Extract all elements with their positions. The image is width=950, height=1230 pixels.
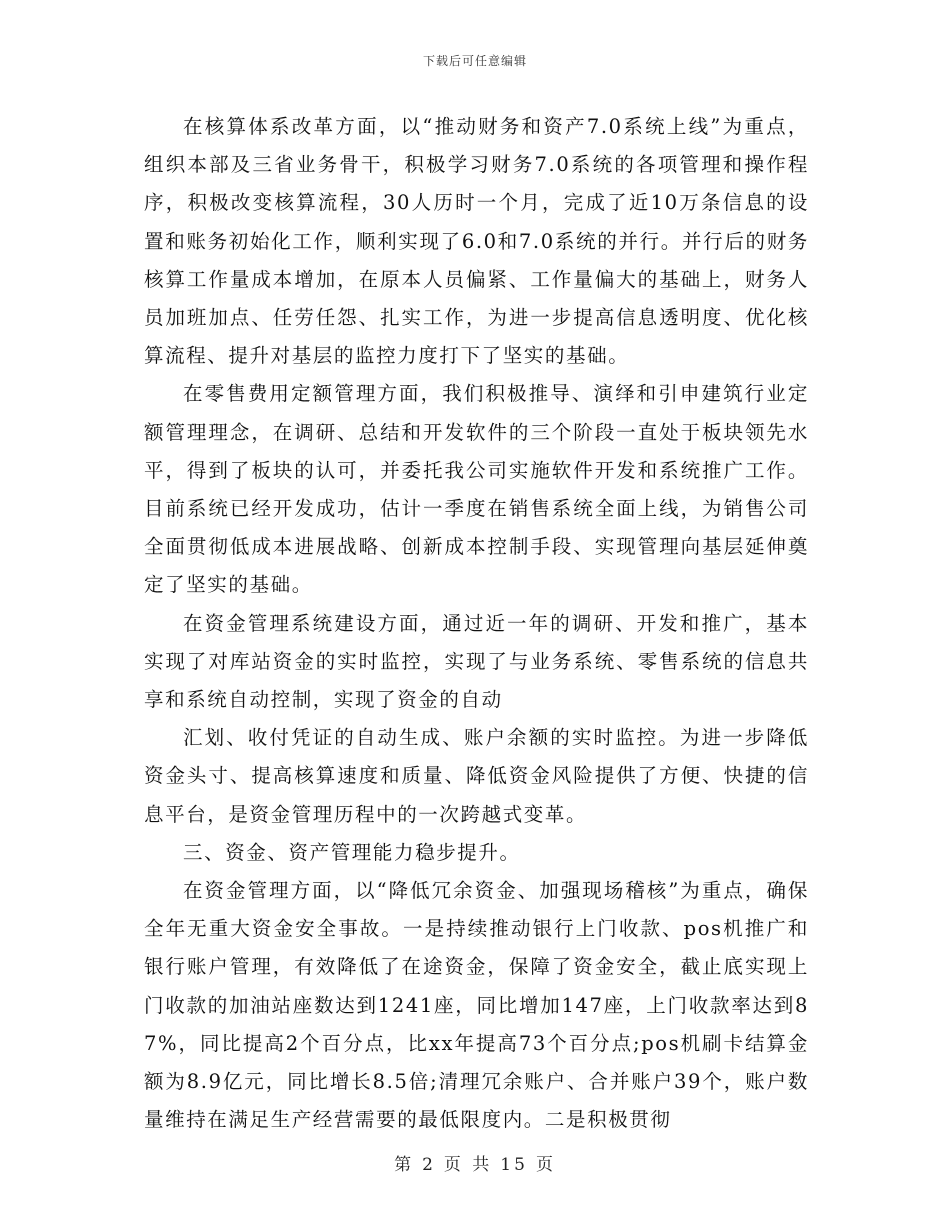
current-page-number: 2 (422, 1155, 436, 1175)
paragraph-retail-cost-quota: 在零售费用定额管理方面，我们积极推导、演绎和引申建筑行业定额管理理念，在调研、总结和开发软件的三个阶段一直处于板块领先水平，得到了板块的认可，并委托我公司实施软件开发和系统推广工作。目前系统已经开发成功，估计一季度在销售系统全面上线，为销售公司全面贯彻低成本进展战略、创新成本控制手段、实现管理向基层延伸奠定了坚实的基础。 (144, 382, 809, 597)
paragraph-fund-management: 在资金管理方面，以“降低冗余资金、加强现场稽核”为重点，确保全年无重大资金安全事故。一是持续推动银行上门收款、pos机推广和银行账户管理，有效降低了在途资金，保障了资金安全，截止底实现上门收款的加油站座数达到1241座，同比增加147座，上门收款率达到87%，同比提高2个百分点，比xx年提高73个百分点;pos机刷卡结算金额为8.9亿元，同比增长8.5倍;清理冗余账户、合并账户39个，账户数量维持在满足生产经营需要的最低限度内。二是积极贯彻 (144, 879, 809, 1132)
paragraph-fund-system: 在资金管理系统建设方面，通过近一年的调研、开发和推广，基本实现了对库站资金的实时监控，实现了与业务系统、零售系统的信息共享和系统自动控制，实现了资金的自动 (144, 611, 809, 712)
paragraph-fund-system-continued: 汇划、收付凭证的自动生成、账户余额的实时监控。为进一步降低资金头寸、提高核算速度和质量、降低资金风险提供了方便、快捷的信息平台，是资金管理历程中的一次跨越式变革。 (144, 726, 809, 826)
document-body (144, 108, 809, 1139)
footer-prefix: 第 (394, 1155, 415, 1175)
footer-suffix: 页 (535, 1155, 556, 1175)
page-footer (0, 1150, 950, 1175)
paragraph-accounting-reform: 在核算体系改革方面，以“推动财务和资产7.0系统上线”为重点，组织本部及三省业务骨干，积极学习财务7.0系统的各项管理和操作程序，积极改变核算流程，30人历时一个月，完成了近10万条信息的设置和账务初始化工作，顺利实现了6.0和7.0系统的并行。并行后的财务核算工作量成本增加，在原本人员偏紧、工作量偏大的基础上，财务人员加班加点、任劳任怨、扎实工作，为进一步提高信息透明度、优化核算流程、提升对基层的监控力度打下了坚实的基础。 (144, 115, 809, 368)
page-header: 下载后可任意编辑 (422, 54, 527, 68)
total-page-count: 15 (500, 1155, 528, 1175)
section-heading-three: 三、资金、资产管理能力稳步提升。 (183, 840, 521, 864)
footer-middle: 页 共 (443, 1155, 493, 1175)
